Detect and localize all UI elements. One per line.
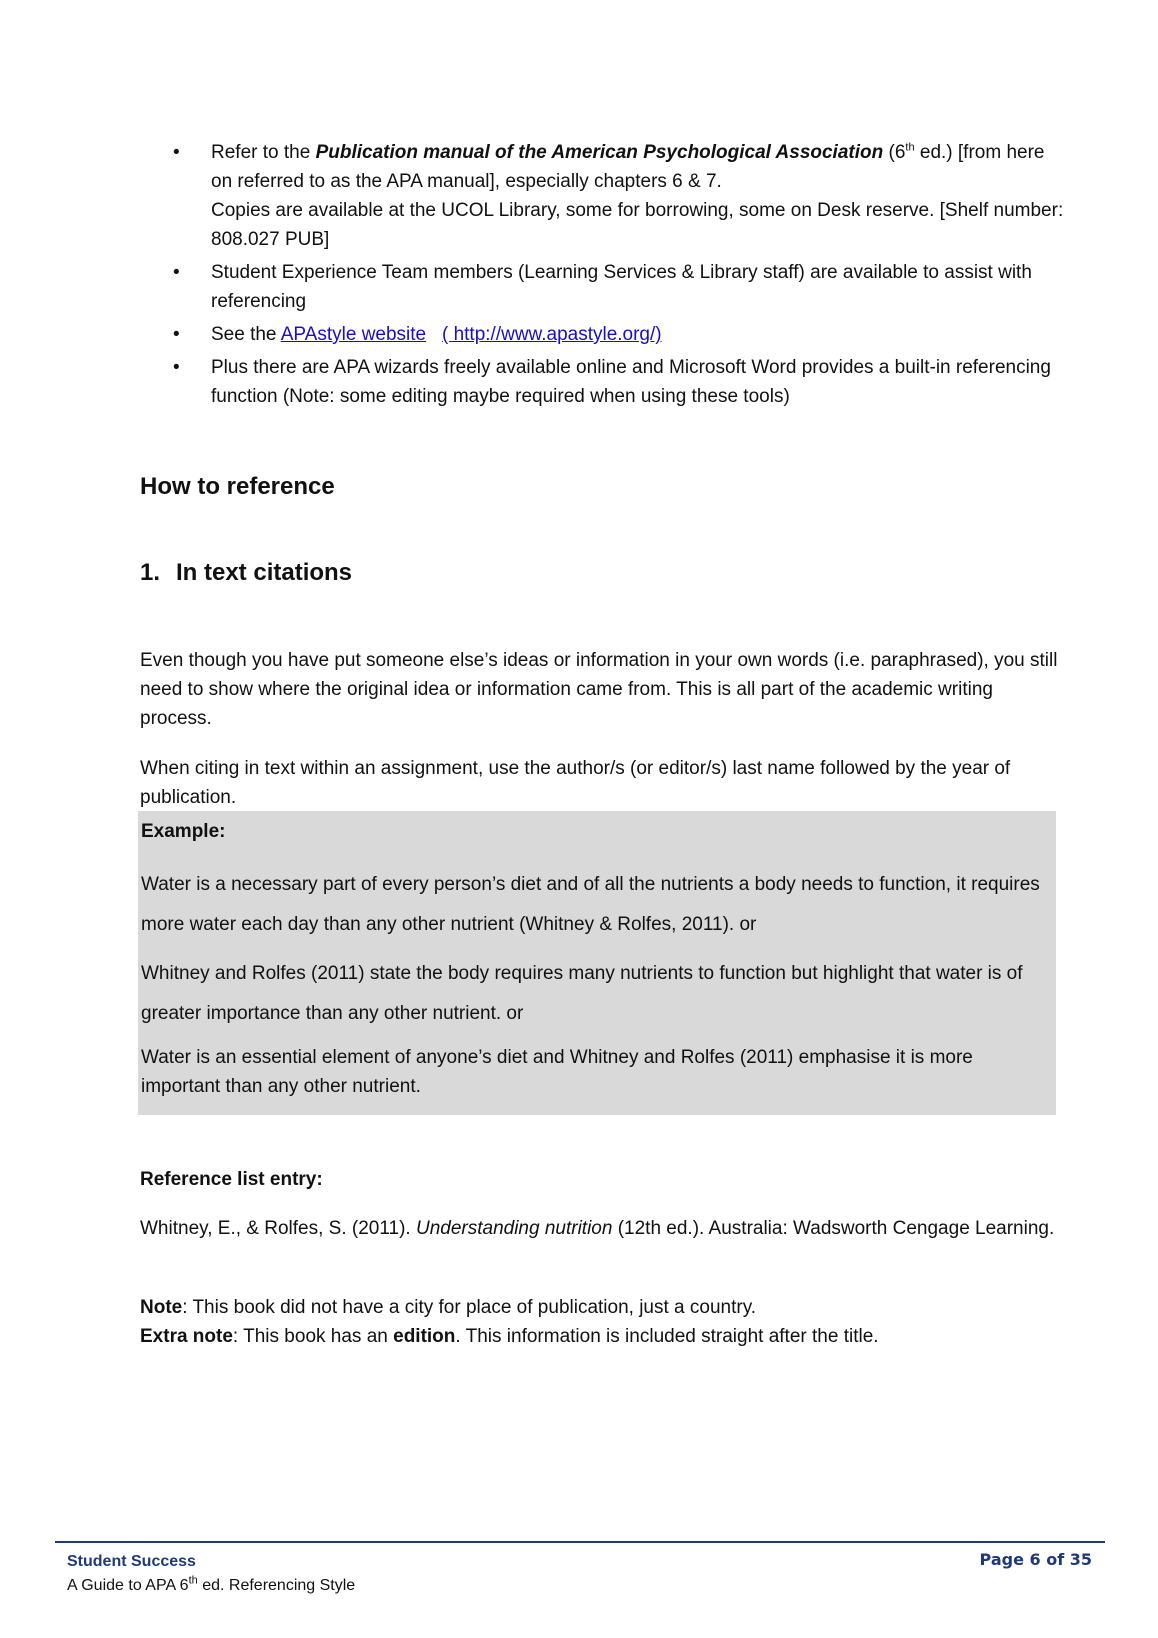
apastyle-url-link[interactable]: ( http://www.apastyle.org/): [441, 324, 662, 345]
footer-subtitle: A Guide to APA 6th ed. Referencing Style: [67, 1574, 356, 1594]
page-number: Page 6 of 35: [979, 1550, 1092, 1569]
how-to-reference-heading: How to reference: [140, 473, 335, 500]
manual-title: Publication manual of the American Psychological Association: [315, 142, 884, 163]
example-label: Example:: [141, 821, 226, 842]
in-text-citations-heading: 1. In text citations: [140, 559, 353, 586]
list-item: • See the APAstyle website ( http://www.apastyle.org/): [165, 320, 1065, 349]
reference-notes: Note: This book did not have a city for place of publication, just a country. Extra note: This book has an edition. This information is included straight after the title.: [140, 1297, 879, 1347]
citing-paragraph: When citing in text within an assignment, use the author/s (or editor/s) last name followed by the year of publication.: [140, 758, 1011, 808]
copies-note: Copies are available at the UCOL Library, some for borrowing, some on Desk reserve. [Shelf number: 808.027 PUB]: [211, 200, 1064, 250]
list-item: • Plus there are APA wizards freely available online and Microsoft Word provides a built-in referencing function (Note: some editing maybe required when using these tools): [165, 353, 1065, 411]
reference-list-heading: Reference list entry:: [140, 1169, 323, 1190]
example-text: Water is a necessary part of every person’s diet and of all the nutrients a body needs to function, it requires more water each day than any other nutrient (Whitney & Rolfes, 2011). or: [141, 874, 1040, 935]
reference-entry: Whitney, E., & Rolfes, S. (2011). Understanding nutrition (12th ed.). Australia: Wadsworth Cengage Learning.: [140, 1218, 1055, 1239]
example-text: Whitney and Rolfes (2011) state the body requires many nutrients to function but highlight that water is of greater importance than any other nutrient. or: [141, 963, 1023, 1024]
apastyle-website-link[interactable]: APAstyle website: [280, 324, 427, 345]
list-item: • Student Experience Team members (Learning Services & Library staff) are available to assist with referencing: [165, 258, 1065, 316]
bullet-marker: •: [173, 262, 180, 283]
bullet-marker: •: [173, 142, 180, 163]
list-item: • Refer to the Publication manual of the American Psychological Association (6th ed.) [from here on referred to as the APA manual], especially chapters 6 & 7. Copies are available at the UCOL Library, some for borrowing, some on Desk reserve. [Shelf number: 808.027 PUB]: [165, 138, 1065, 254]
example-box: [138, 811, 1056, 1115]
paraphrase-paragraph: Even though you have put someone else’s ideas or information in your own words (i.e. paraphrased), you still need to show where the original idea or information came from. This is all part of the academic writing process.: [140, 650, 1058, 729]
resource-bullet-list: [165, 138, 1065, 415]
footer-title: Student Success: [67, 1553, 196, 1570]
bullet-marker: •: [173, 357, 180, 378]
example-text: Water is an essential element of anyone’s diet and Whitney and Rolfes (2011) emphasise it is more important than any other nutrient.: [141, 1047, 973, 1097]
footer-divider: [55, 1541, 1105, 1543]
bullet-marker: •: [173, 324, 180, 345]
